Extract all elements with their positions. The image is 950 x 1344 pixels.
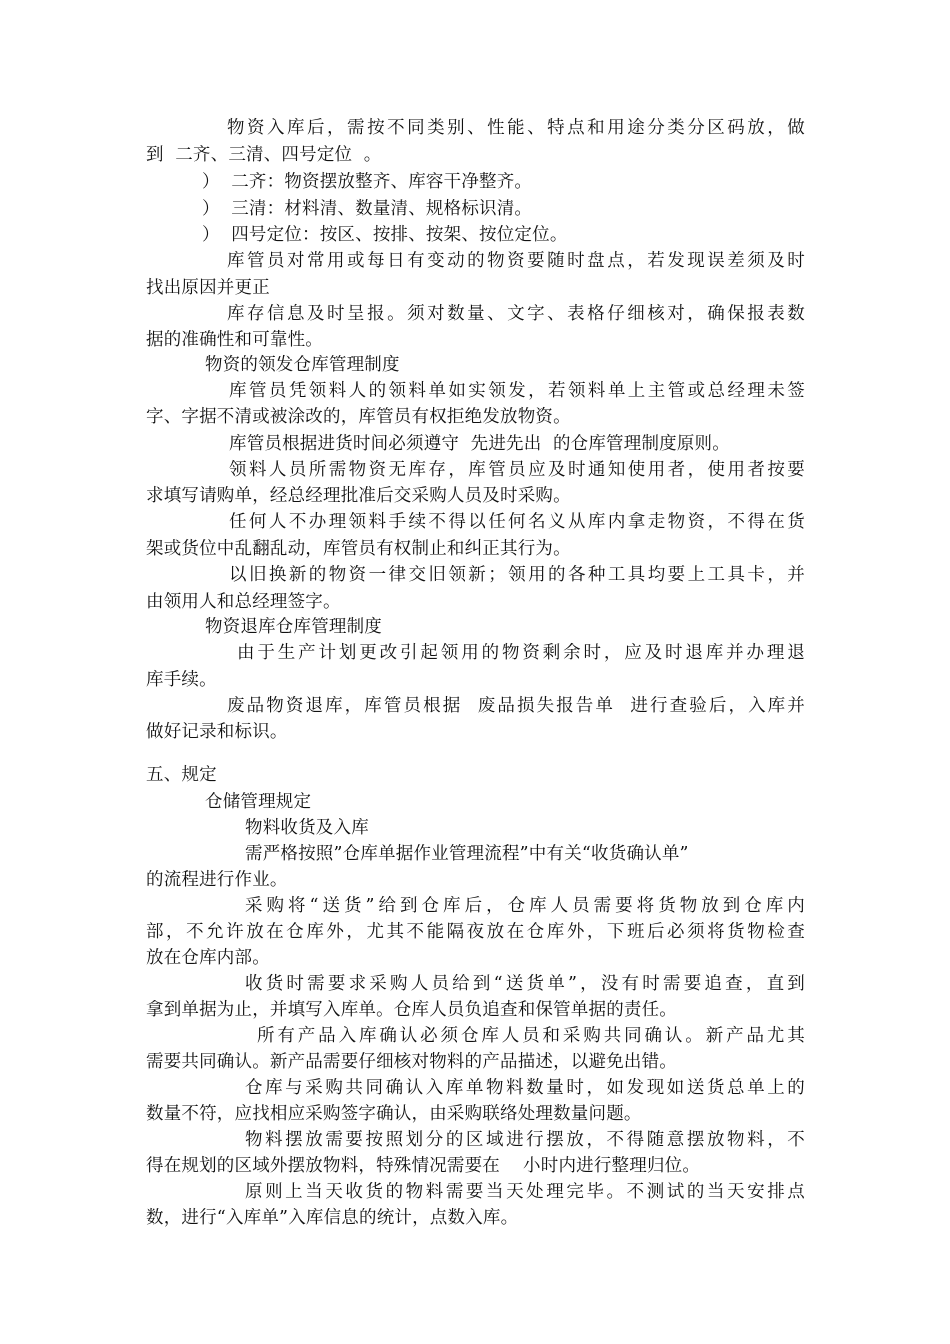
section-heading: 物资的领发仓库管理制度 — [205, 355, 400, 375]
text-line: 字、字据不清或被涂改的，库管员有权拒绝发放物资。 — [146, 407, 571, 427]
text-line: 数，进行“入库单”入库信息的统计，点数入库。 — [146, 1208, 519, 1228]
subsection-heading: 物料收货及入库 — [245, 818, 369, 838]
text-line: 采购将“送货”给到仓库后，仓库人员需要将货物放到仓库内 — [245, 896, 805, 916]
text-line: 库手续。 — [146, 670, 217, 690]
text-line: 以旧换新的物资一律交旧领新；领用的各种工具均要上工具卡，并 — [229, 565, 805, 585]
text-line: 库存信息及时呈报。须对数量、文字、表格仔细核对，确保报表数 — [227, 304, 805, 324]
text-line: 的流程进行作业。 — [146, 870, 288, 890]
text-line: 物资入库后，需按不同类别、性能、特点和用途分类分区码放，做 — [227, 118, 805, 138]
text-line: 任何人不办理领料手续不得以任何名义从库内拿走物资，不得在货 — [229, 512, 805, 532]
text-line: ） 四号定位：按区、按排、按架、按位定位。 — [202, 225, 568, 245]
section-heading: 物资退库仓库管理制度 — [205, 617, 382, 637]
text-line: 所有产品入库确认必须仓库人员和采购共同确认。新产品尤其 — [257, 1026, 805, 1046]
section-heading: 仓储管理规定 — [205, 792, 312, 812]
text-line: 库管员对常用或每日有变动的物资要随时盘点，若发现误差须及时 — [227, 251, 805, 271]
text-line: 仓库与采购共同确认入库单物料数量时，如发现如送货总单上的 — [245, 1078, 805, 1098]
text-line: 放在仓库内部。 — [146, 948, 270, 968]
text-line: 求填写请购单，经总经理批准后交采购人员及时采购。 — [146, 486, 571, 506]
text-line: 需严格按照”仓库单据作业管理流程”中有关“收货确认单” — [245, 844, 689, 864]
text-line: 部，不允许放在仓库外，尤其不能隔夜放在仓库外，下班后必须将货物检查 — [146, 922, 805, 942]
text-line: ） 三清：材料清、数量清、规格标识清。 — [202, 199, 533, 219]
text-line: 做好记录和标识。 — [146, 722, 288, 742]
text-line: 数量不符，应找相应采购签字确认，由采购联络处理数量问题。 — [146, 1104, 642, 1124]
text-line: 架或货位中乱翻乱动，库管员有权制止和纠正其行为。 — [146, 539, 571, 559]
text-line: 找出原因并更正 — [146, 278, 270, 298]
text-line: 物料摆放需要按照划分的区域进行摆放，不得随意摆放物料，不 — [245, 1130, 805, 1150]
text-line: 拿到单据为止，并填写入库单。仓库人员负追查和保管单据的责任。 — [146, 1000, 677, 1020]
text-line: 领料人员所需物资无库存，库管员应及时通知使用者，使用者按要 — [229, 460, 805, 480]
text-line: ） 二齐：物资摆放整齐、库容干净整齐。 — [202, 172, 533, 192]
text-line: 到 二齐、三清、四号定位 。 — [146, 145, 382, 165]
text-line: 库管员凭领料人的领料单如实领发，若领料单上主管或总经理未签 — [229, 381, 805, 401]
text-line: 由于生产计划更改引起领用的物资剩余时，应及时退库并办理退 — [237, 643, 805, 663]
text-line: 库管员根据进货时间必须遵守 先进先出 的仓库管理制度原则。 — [229, 434, 730, 454]
text-line: 收货时需要求采购人员给到“送货单”，没有时需要追查，直到 — [245, 974, 805, 994]
text-line: 得在规划的区域外摆放物料，特殊情况需要在 小时内进行整理归位。 — [146, 1156, 701, 1176]
text-line: 由领用人和总经理签字。 — [146, 592, 341, 612]
text-line: 据的准确性和可靠性。 — [146, 330, 323, 350]
chapter-heading: 五、规定 — [146, 765, 217, 785]
text-line: 废品物资退库，库管员根据 废品损失报告单 进行查验后，入库并 — [227, 696, 805, 716]
text-line: 需要共同确认。新产品需要仔细核对物料的产品描述，以避免出错。 — [146, 1052, 677, 1072]
text-line: 原则上当天收货的物料需要当天处理完毕。不测试的当天安排点 — [245, 1182, 805, 1202]
